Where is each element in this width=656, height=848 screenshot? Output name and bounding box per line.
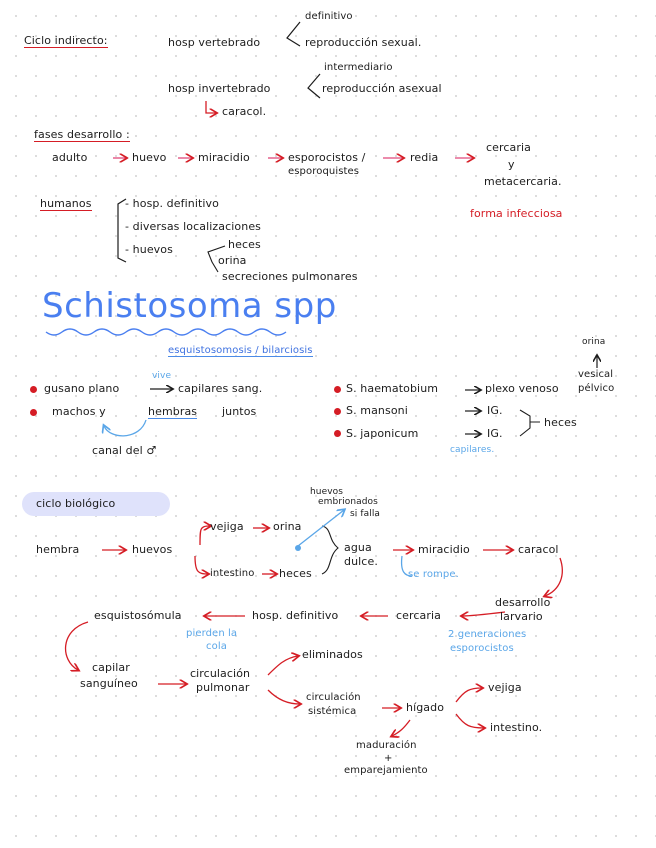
- fase-metacercaria: metacercaria.: [484, 175, 562, 188]
- cb-caracol: caracol: [518, 543, 559, 556]
- cb-eliminados: eliminados: [302, 648, 363, 661]
- cb-higado: hígado: [406, 701, 445, 714]
- orina-top: orina: [582, 337, 606, 347]
- cb-esquistosomula: esquistosómula: [94, 609, 182, 622]
- fase-adulto: adulto: [52, 151, 88, 164]
- cb-huevos: huevos: [132, 543, 173, 556]
- host-vertebrado: hosp vertebrado: [168, 36, 261, 49]
- fase-esporoquistes: esporoquistes: [288, 166, 360, 177]
- heces-right: heces: [544, 416, 577, 429]
- cb-capilar-1: capilar: [92, 661, 130, 674]
- cb-agua: agua: [344, 541, 372, 554]
- cb-hembra: hembra: [36, 543, 80, 556]
- cb-cercaria: cercaria: [396, 609, 442, 622]
- fase-cercaria: cercaria: [486, 141, 532, 154]
- fase-huevo: huevo: [132, 151, 167, 164]
- bullet: [30, 386, 37, 393]
- schisto-left-1-pre: gusano plano: [44, 382, 120, 395]
- schisto-left-2-post: juntos: [222, 405, 257, 418]
- pelvico-text: pélvico: [578, 383, 615, 394]
- cb-hosp-definitivo: hosp. definitivo: [252, 609, 339, 622]
- fase-y: y: [508, 158, 515, 171]
- reproduccion-asexual: reproducción asexual: [322, 82, 442, 95]
- caracol-text: caracol.: [222, 105, 267, 118]
- vesical-text: vesical: [578, 369, 614, 380]
- reproduccion-sexual: reproducción sexual.: [305, 36, 422, 49]
- huevos-sub-heces: heces: [228, 238, 261, 251]
- schisto-subtitle: esquistosomosis / bilarciosis: [168, 345, 313, 356]
- humanos-item-2: - diversas localizaciones: [125, 220, 262, 233]
- host-invertebrado: hosp invertebrado: [168, 82, 271, 95]
- cb-huevos-emb-1: huevos: [310, 487, 344, 497]
- bullet: [334, 430, 341, 437]
- humanos-label: humanos: [40, 197, 92, 210]
- dest-haematobium: plexo venoso: [485, 382, 559, 395]
- species-haematobium: S. haematobium: [346, 382, 439, 395]
- cb-circ-pulm-1: circulación: [190, 667, 251, 680]
- bullet: [334, 408, 341, 415]
- cb-plus: +: [384, 753, 393, 764]
- schisto-left-2-mid: hembras: [148, 405, 198, 418]
- ciclo-biologico-label: ciclo biológico: [36, 497, 116, 510]
- cb-pierden-1: pierden la: [186, 628, 238, 639]
- definitivo-text: definitivo: [305, 11, 353, 22]
- schisto-left-2-pre: machos y: [52, 405, 106, 418]
- fase-miracidio: miracidio: [198, 151, 250, 164]
- cb-maduracion: maduración: [356, 740, 417, 751]
- humanos-item-1: - hosp. definitivo: [125, 197, 219, 210]
- cb-se-rompe: se rompe.: [408, 569, 459, 580]
- cb-dulce: dulce.: [344, 555, 378, 568]
- cb-desarrollo: desarrollo: [495, 596, 551, 609]
- cb-huevos-emb-3: si falla: [350, 509, 381, 519]
- forma-infecciosa: forma infecciosa: [470, 207, 563, 220]
- cb-orina: orina: [273, 520, 302, 533]
- cb-intestino-2: intestino.: [490, 721, 543, 734]
- species-japonicum: S. japonicum: [346, 427, 419, 440]
- schisto-left-1-post: capilares sang.: [178, 382, 263, 395]
- cb-emparejamiento: emparejamiento: [344, 765, 428, 776]
- cb-intestino: intestino: [210, 568, 255, 579]
- cb-vejiga-2: vejiga: [488, 681, 522, 694]
- vive-text: vive: [152, 371, 172, 381]
- bullet: [30, 409, 37, 416]
- fase-esporocistos: esporocistos /: [288, 151, 366, 164]
- cb-heces: heces: [279, 567, 312, 580]
- fase-redia: redia: [410, 151, 439, 164]
- title-underline: [44, 328, 300, 340]
- huevos-sub-secreciones: secreciones pulmonares: [222, 270, 358, 283]
- cb-larvario: larvario: [500, 610, 543, 623]
- intermediario-text: intermediario: [324, 62, 393, 73]
- ciclo-indirecto-label: Ciclo indirecto:: [24, 34, 108, 47]
- bullet: [334, 386, 341, 393]
- cb-circ-pulm-2: pulmonar: [196, 681, 250, 694]
- canal-ginecoforo: canal del ♂: [92, 444, 157, 457]
- schistosoma-title: Schistosoma spp: [42, 286, 337, 326]
- cb-generaciones-2: esporocistos: [450, 643, 514, 654]
- capilares-text: capilares.: [450, 445, 495, 455]
- cb-circ-sist-2: sistémica: [308, 706, 357, 717]
- dest-mansoni: IG.: [487, 404, 503, 417]
- cb-generaciones-1: 2 generaciones: [448, 629, 527, 640]
- huevos-sub-orina: orina: [218, 254, 247, 267]
- humanos-item-3: - huevos: [125, 243, 173, 256]
- fases-label: fases desarrollo :: [34, 128, 130, 141]
- cb-circ-sist-1: circulación: [306, 692, 361, 703]
- species-mansoni: S. mansoni: [346, 404, 408, 417]
- cb-vejiga: vejiga: [210, 520, 244, 533]
- dest-japonicum: IG.: [487, 427, 503, 440]
- cb-pierden-2: cola: [206, 641, 227, 652]
- cb-capilar-2: sanguíneo: [80, 677, 138, 690]
- cb-miracidio: miracidio: [418, 543, 470, 556]
- cb-huevos-emb-2: embrionados: [318, 497, 378, 507]
